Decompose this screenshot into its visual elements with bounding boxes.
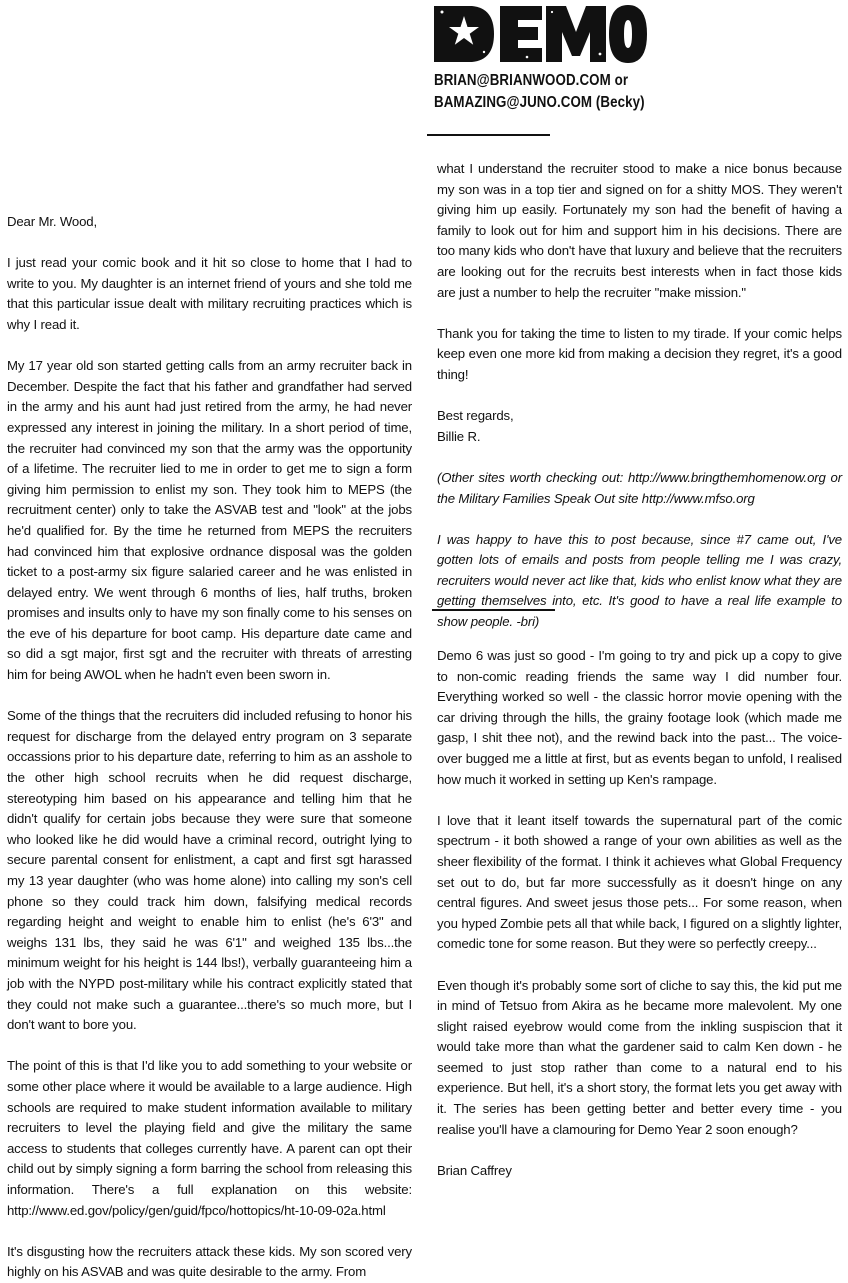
letter-1-paragraph-4: The point of this is that I'd like you to add something to your website or some other place where it would be available to a large audience. High schools are required to make student information available to military recruiters to level the playing field and give the military the same access to students that colleges currently have. A parent can opt their child out by simply signing a form barring the school from releasing this information. There's a full explanation on this website: http://www.ed.gov/policy/gen/guid/fpco/hottopics/ht-10-09-02a.html — [7, 1058, 412, 1218]
header-divider — [427, 134, 550, 136]
letter-1-signoff — [437, 406, 842, 447]
letter-1-paragraph-6: Thank you for taking the time to listen to my tirade. If your comic helps keep even one more kid from making a decision they regret, it's a good thing! — [437, 325, 842, 382]
demo-logo-graphic — [432, 2, 648, 66]
closing: Best regards, — [437, 408, 514, 424]
contact-info — [434, 70, 778, 114]
letter-1-paragraph-2: My 17 year old son started getting calls from an army recruiter back in December. Despite the fact that his father and grandfather had served in the army and his aunt had just retired from the army, he had never expressed any interest in joining the military. In a short period of time, the recruiter had convinced my son that the army was the opportunity of a lifetime. The recruiter lied to me in order to get me to sign a form giving him permission to enlist my son. They took him to MEPS (the recruitment center) only to take the ASVAB test and "look" at the jobs he'd qualified for. By the time he returned from MEPS the recruiters had convinced him that explosive ordnance disposal was the golden ticket to a post-army six figure salaried career and he was enlisted in delayed entry. We went through 6 months of lies, half truths, broken promises and insults only to have my son finally come to his senses on the eve of his departure for boot camp. His departure date came and so did a sgt major, first sgt and the recruiter with threats of arresting him for being AWOL when he hadn't even been sworn in. — [7, 358, 412, 683]
signature: Billie R. — [437, 428, 481, 444]
letter-2-signature: Brian Caffrey — [437, 1162, 512, 1178]
contact-line-1: BRIAN@BRIANWOOD.COM or — [434, 72, 629, 89]
salutation: Dear Mr. Wood, — [7, 214, 97, 229]
letter-1-paragraph-5: It's disgusting how the recruiters attack these kids. My son scored very highly on his ASVAB and was quite desirable to the army. From — [7, 1243, 412, 1280]
letter-2-paragraph-2: I love that it leant itself towards the supernatural part of the comic spectrum - it both showed a range of your own abilities as well as the sheer flexibility of the format. I think it achieves what Global Frequency set out to do, but far more successfully as it doesn't hinge on any central figures. And sweet jesus those pets... For some reason, when you hyped Zombie pets all that while back, I figured on a slightly lighter, comedic tone for some reason. But they were so perfectly creepy... — [437, 812, 842, 952]
letter-1-column-left — [7, 212, 412, 1283]
letter-2-paragraph-1: Demo 6 was just so good - I'm going to try and pick up a copy to give to non-comic reading friends the same way I did number four. Everything worked so well - the classic horror movie opening with the car driving through the hills, the grainy footage look (which made me gasp, I shit thee not), and the rewind back into the past... The voice-over bugged me a little at first, but as events began to unfold, I realised how much it worked in setting up Ken's rampage. — [437, 648, 842, 787]
demo-logo — [432, 2, 648, 66]
letter-1-paragraph-1: I just read your comic book and it hit so close to home that I had to write to you. My daughter is an internet friend of yours and she told me that this particular issue dealt with military recruiting practices which is why I read it. — [7, 255, 412, 332]
letter-divider — [432, 609, 555, 611]
letter-1-paragraph-5-continued: what I understand the recruiter stood to make a nice bonus because my son was in a top tier and signed on for a shitty MOS. They weren't giving him up easily. Fortunately my son had the benefit of having a family to look out for him and support him in his decisions. There are too many kids who don't have that luxury and believe that the recruiters are looking out for the recruits best interests when in fact those kids are just a number to help the recruiter "make mission." — [437, 161, 842, 300]
letter-1-column-right — [437, 159, 842, 633]
letter-2-column — [437, 646, 842, 1181]
editor-note-links: (Other sites worth checking out: http://www.bringthemhomenow.org or the Military Families Speak Out site http://www.mfso.org — [437, 469, 842, 506]
letter-1-paragraph-3: Some of the things that the recruiters did included refusing to honor his request for discharge from the delayed entry program on 3 separate occassions prior to his departure date, referring to him as an asshole to the other high school recruits when he did request discharge, stereotyping him based on his appearance and telling him that he didn't qualify for certain jobs because they were sure that someone who looked like he did would have a criminal record, outright lying to secure parental consent for enlistment, a capt and first sgt harassed my 13 year daughter (who was home alone) into calling my son's cell phone so they could track him down, falsifying medical records regarding height and weight to enable him to enlist (he's 6'3" and weighs 131 lbs, they said he was 6'1" and weighed 135 lbs...the minimum weight for his height is 144 lbs!), verbally guaranteeing him a job with the NYPD post-military while his contract explicitly stated that they could not make such a guarantee...there's so much more, but I don't want to bore you. — [7, 708, 412, 1033]
letter-2-paragraph-3: Even though it's probably some sort of cliche to say this, the kid put me in mind of Tetsuo from Akira as he became more malevolent. My one slight raised eyebrow would come from the inkling suspiscion that it would take more than what the gardener said to calm Ken down - he seemed to just stop rather than come to a natural end to his experience. But hell, it's a short story, the format lets you get away with it. The series has been getting better and better every time - you realise you'll have a clamouring for Demo Year 2 soon enough? — [437, 977, 842, 1137]
editor-note-reply: I was happy to have this to post because, since #7 came out, I've gotten lots of emails and posts from people telling me I was crazy, recruiters would never act like that, kids who enlist know what they are getting themselves into, etc. It's good to have a real life example to show people. -bri) — [437, 531, 842, 630]
contact-line-2: BAMAZING@JUNO.COM (Becky) — [434, 94, 645, 111]
